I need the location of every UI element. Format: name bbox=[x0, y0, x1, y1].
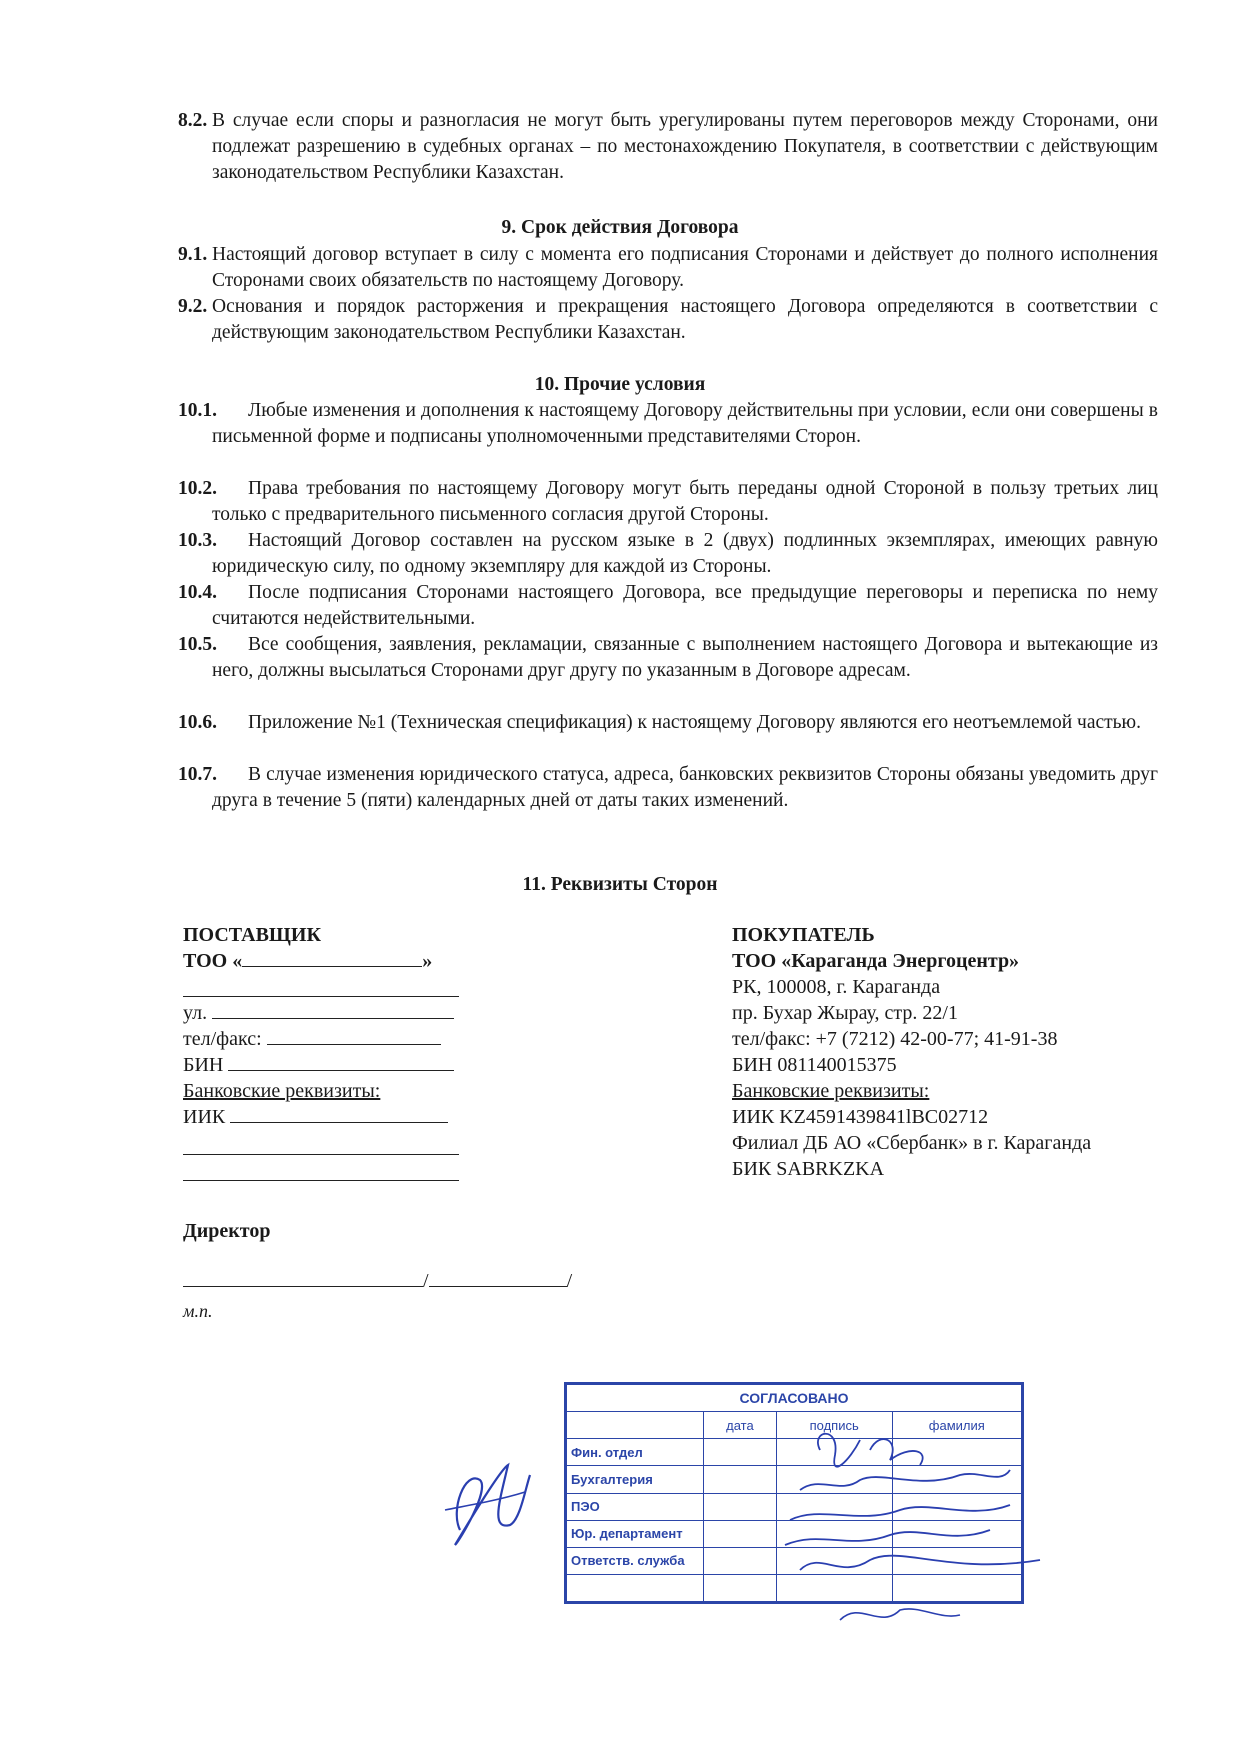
clause-text: После подписания Сторонами настоящего Договора, все предыдущие переговоры и переписка по нему считаются недействительными. bbox=[212, 582, 1158, 629]
buyer-bik: БИК SABRKZKA bbox=[732, 1158, 885, 1180]
company-blank bbox=[242, 948, 422, 967]
mp-label: м.п. bbox=[183, 1301, 213, 1321]
stamp-row-label: Фин. отдел bbox=[567, 1439, 704, 1466]
company-suffix: » bbox=[422, 950, 433, 972]
supplier-fields bbox=[183, 1000, 483, 1130]
phone-blank bbox=[267, 1026, 441, 1045]
director-signature-row bbox=[183, 1268, 603, 1294]
clause-number: 10.3. bbox=[178, 530, 217, 551]
phone-label: тел/факс: bbox=[183, 1028, 262, 1050]
clause-10-7 bbox=[178, 762, 1158, 814]
iik-blank bbox=[230, 1104, 448, 1123]
clause-number: 9.1. bbox=[178, 244, 208, 265]
stamp-header-blank bbox=[567, 1412, 704, 1439]
clause-10-4 bbox=[178, 580, 1158, 632]
clause-number: 10.1. bbox=[178, 400, 217, 421]
clause-text: Любые изменения и дополнения к настоящему Договору действительны при условии, если они совершены в письменной форме и подписаны уполномоченными представителями Сторон. bbox=[212, 400, 1158, 447]
clause-text: В случае изменения юридического статуса, адреса, банковских реквизитов Стороны обязаны уведомить друг друга в течение 5 (пяти) календарных дней от даты таких изменений. bbox=[212, 764, 1158, 811]
bin-row bbox=[183, 1052, 483, 1078]
buyer-bin: БИН 081140015375 bbox=[732, 1054, 897, 1076]
clause-number: 8.2. bbox=[178, 110, 208, 131]
stamp-row-label: ПЭО bbox=[567, 1493, 704, 1520]
clause-10-2 bbox=[178, 476, 1158, 528]
clause-text: Настоящий Договор составлен на русском языке в 2 (двух) подлинных экземплярах, имеющих равную юридическую силу, по одному экземпляру для каждой из Стороны. bbox=[212, 530, 1158, 577]
iik-row bbox=[183, 1104, 483, 1130]
clause-10-3 bbox=[178, 528, 1158, 580]
section-9-title: 9. Срок действия Договора bbox=[501, 217, 739, 238]
supplier-heading: ПОСТАВЩИК bbox=[183, 924, 321, 946]
buyer-block bbox=[732, 922, 1172, 1182]
phone-row bbox=[183, 1026, 483, 1052]
clause-10-1 bbox=[178, 398, 1158, 450]
iik-label: ИИК bbox=[183, 1106, 226, 1128]
clause-9-2 bbox=[178, 294, 1158, 346]
approval-signatures bbox=[780, 1420, 1060, 1660]
signature-blank bbox=[183, 1268, 423, 1287]
street-row bbox=[183, 1000, 483, 1026]
slash: / bbox=[423, 1270, 429, 1292]
bin-blank bbox=[228, 1052, 454, 1071]
supplier-company bbox=[183, 948, 483, 974]
section-11-title: 11. Реквизиты Сторон bbox=[522, 874, 718, 895]
supplier-block bbox=[183, 922, 483, 974]
blank-line bbox=[183, 996, 459, 997]
clause-number: 9.2. bbox=[178, 296, 208, 317]
clause-text: В случае если споры и разногласия не могут быть урегулированы путем переговоров между Сторонами, они подлежат разрешению в судебных органах – по местонахождению Покупателя, в соответствии с действующим законодательством Республики Казахстан. bbox=[212, 110, 1158, 183]
clause-number: 10.7. bbox=[178, 764, 217, 785]
director-signature bbox=[430, 1450, 540, 1560]
street-blank bbox=[212, 1000, 454, 1019]
stamp-title: СОГЛАСОВАНО bbox=[567, 1385, 1022, 1412]
clause-10-5 bbox=[178, 632, 1158, 684]
section-10-title: 10. Прочие условия bbox=[534, 374, 706, 395]
company-prefix: ТОО « bbox=[183, 950, 243, 972]
buyer-heading: ПОКУПАТЕЛЬ bbox=[732, 924, 875, 946]
clause-number: 10.6. bbox=[178, 712, 217, 733]
buyer-branch: Филиал ДБ АО «Сбербанк» в г. Караганда bbox=[732, 1132, 1092, 1154]
clause-8-2 bbox=[178, 108, 1158, 186]
clause-text: Права требования по настоящему Договору могут быть переданы одной Стороной в пользу третьих лиц только с предварительного письменного согласия другой Стороны. bbox=[212, 478, 1158, 525]
blank-line bbox=[183, 1154, 459, 1155]
buyer-iik: ИИК KZ4591439841lBC02712 bbox=[732, 1106, 989, 1128]
clause-text: Настоящий договор вступает в силу с момента его подписания Сторонами и действует до полного исполнения Сторонами своих обязательств по настоящему Договору. bbox=[212, 244, 1158, 291]
name-blank bbox=[429, 1268, 567, 1287]
clause-9-1 bbox=[178, 242, 1158, 294]
clause-text: Все сообщения, заявления, рекламации, связанные с выполнением настоящего Договора и вытекающие из него, должны высылаться Сторонами друг другу по указанным в Договоре адресам. bbox=[212, 634, 1158, 681]
stamp-row-label: Бухгалтерия bbox=[567, 1466, 704, 1493]
clause-number: 10.4. bbox=[178, 582, 217, 603]
stamp-col-signature: подпись bbox=[776, 1412, 892, 1439]
bin-label: БИН bbox=[183, 1054, 224, 1076]
stamp-row-label: Юр. департамент bbox=[567, 1520, 704, 1547]
buyer-address-2: пр. Бухар Жырау, стр. 22/1 bbox=[732, 1002, 958, 1024]
buyer-company: ТОО «Караганда Энергоцентр» bbox=[732, 950, 1020, 972]
buyer-address-1: РК, 100008, г. Караганда bbox=[732, 976, 941, 998]
street-label: ул. bbox=[183, 1002, 208, 1024]
director-label: Директор bbox=[183, 1220, 271, 1242]
clause-number: 10.2. bbox=[178, 478, 217, 499]
buyer-phone: тел/факс: +7 (7212) 42-00-77; 41-91-38 bbox=[732, 1028, 1058, 1050]
stamp-row-label: Ответств. служба bbox=[567, 1547, 704, 1574]
clause-10-6 bbox=[178, 710, 1158, 736]
buyer-bank-label: Банковские реквизиты: bbox=[732, 1080, 930, 1102]
stamp-col-surname: фамилия bbox=[892, 1412, 1021, 1439]
stamp-col-date: дата bbox=[704, 1412, 777, 1439]
clause-text: Основания и порядок расторжения и прекращения настоящего Договора определяются в соответствии с действующим законодательством Республики Казахстан. bbox=[212, 296, 1158, 343]
clause-text: Приложение №1 (Техническая спецификация) к настоящему Договору являются его неотъемлемой частью. bbox=[248, 712, 1141, 733]
supplier-bank-label: Банковские реквизиты: bbox=[183, 1080, 381, 1102]
clause-number: 10.5. bbox=[178, 634, 217, 655]
slash: / bbox=[566, 1270, 573, 1292]
blank-line bbox=[183, 1180, 459, 1181]
